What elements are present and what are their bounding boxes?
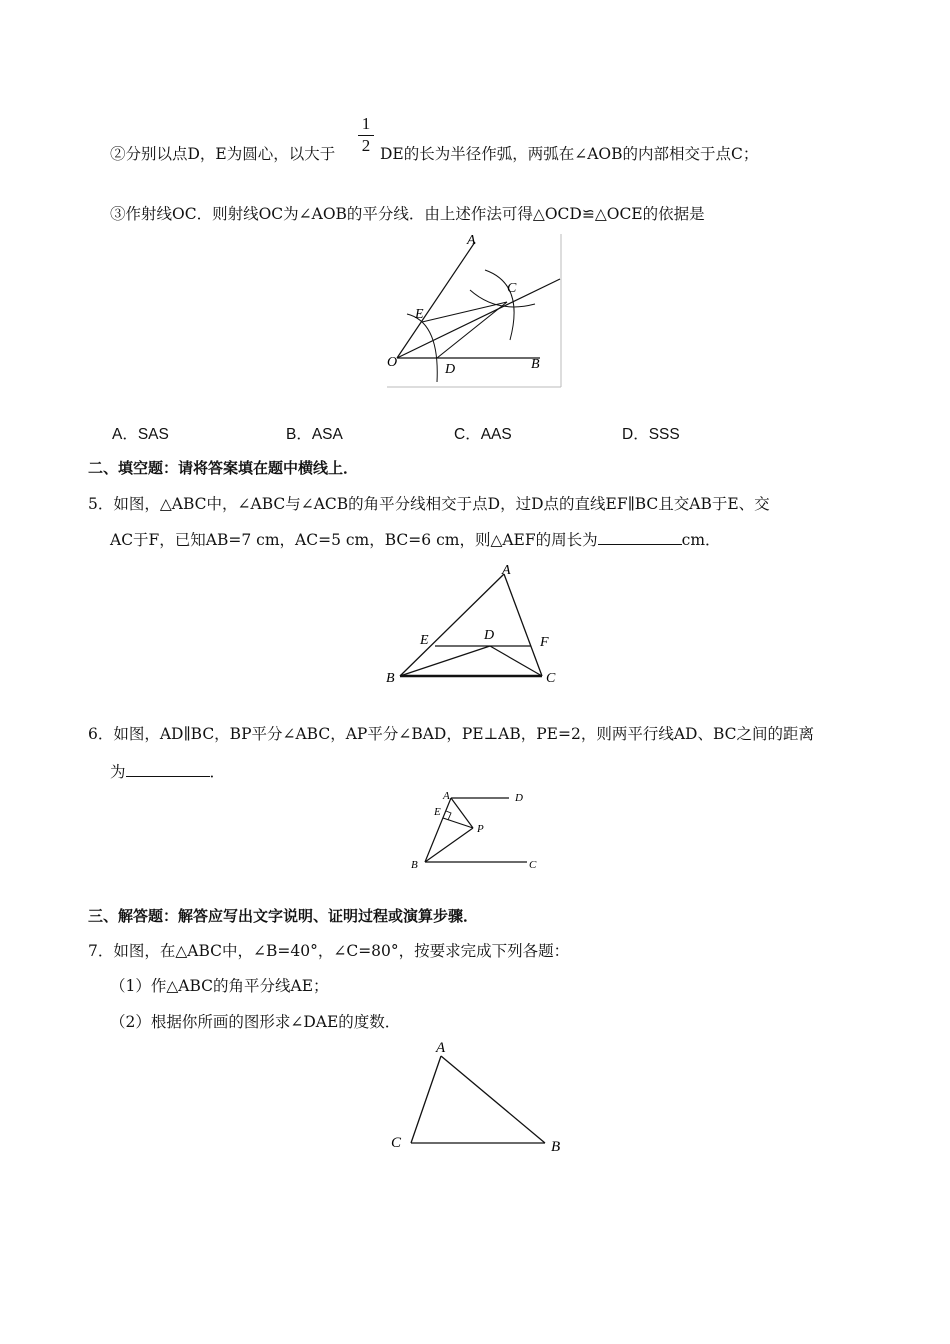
arc-DE — [407, 314, 437, 382]
label-B: B — [551, 1139, 561, 1155]
section-solution-heading: 三、解答题：解答应写出文字说明、证明过程或演算步骤． — [88, 907, 479, 925]
label-A: A — [467, 233, 476, 248]
q5-line2 — [110, 528, 721, 550]
option-d-letter: D． — [622, 426, 649, 443]
label-D: D — [515, 792, 523, 804]
q6-line1: 6．如图，AD∥BC，BP平分∠ABC，AP平分∠BAD，PE⊥AB，PE=2，则两平行线AD、BC之间的距离 — [88, 725, 814, 743]
right-angle-mark — [446, 811, 451, 820]
q5-unit: cm． — [681, 531, 721, 549]
label-E: E — [420, 633, 429, 648]
q7-line1: 7．如图，在△ABC中，∠B=40°，∠C=80°，按要求完成下列各题： — [88, 942, 570, 960]
label-D: D — [445, 362, 456, 377]
option-c-letter: C． — [454, 426, 481, 443]
option-a-text: SAS — [137, 426, 169, 443]
q6-line2-suffix: ． — [209, 763, 226, 781]
label-D: D — [484, 628, 495, 643]
q6-answer-blank[interactable] — [126, 762, 210, 777]
label-B: B — [531, 357, 540, 372]
figure-triangle-bisectors — [380, 560, 570, 690]
label-B: B — [386, 671, 395, 686]
segment-AC — [411, 1056, 441, 1143]
option-c-text: AAS — [480, 426, 512, 443]
q7-part2: （2）根据你所画的图形求∠DAE的度数． — [110, 1013, 401, 1031]
q6-line2-prefix: 为 — [110, 763, 126, 781]
fraction-numerator: 1 — [361, 114, 371, 133]
segment-AB — [400, 574, 504, 676]
label-P: P — [477, 823, 484, 835]
q6-line2 — [110, 760, 225, 782]
label-B: B — [411, 859, 418, 871]
step3-text: ③作射线OC．则射线OC为∠AOB的平分线．由上述作法可得△OCD≌△OCE的依据是 — [110, 205, 705, 223]
label-E: E — [434, 806, 441, 818]
label-A: A — [502, 563, 511, 578]
option-a[interactable] — [112, 422, 169, 444]
segment-CD — [490, 646, 542, 676]
label-C: C — [391, 1135, 402, 1151]
option-b-letter: B． — [286, 426, 312, 443]
label-A: A — [436, 1040, 446, 1056]
option-b[interactable] — [286, 422, 343, 444]
label-C: C — [507, 281, 517, 296]
ray-OA — [397, 242, 475, 358]
segment-PE — [443, 818, 473, 828]
segment-BD — [400, 646, 490, 676]
step2-text-a: ②分别以点D，E为圆心，以大于 — [110, 145, 336, 163]
figure-triangle-abc — [385, 1036, 570, 1161]
q7-part1: （1）作△ABC的角平分线AE； — [110, 977, 329, 995]
option-b-text: ASA — [311, 426, 343, 443]
fraction-1-2 — [358, 114, 374, 156]
segment-AC — [504, 574, 542, 676]
label-A: A — [443, 790, 450, 802]
option-d[interactable] — [622, 422, 680, 444]
option-a-letter: A． — [112, 426, 138, 443]
option-d-text: SSS — [648, 426, 680, 443]
q5-answer-blank[interactable] — [598, 530, 682, 545]
figure-angle-bisector — [385, 232, 565, 390]
arc-from-E — [470, 290, 535, 307]
fraction-denominator: 2 — [358, 135, 374, 156]
q5-line1: 5．如图，△ABC中，∠ABC与∠ACB的角平分线相交于点D，过D点的直线EF∥BC且交AB于E、交 — [88, 495, 770, 513]
label-E: E — [415, 307, 424, 322]
label-O: O — [387, 355, 398, 370]
figure-parallel-lines — [405, 786, 550, 874]
label-C: C — [529, 859, 537, 871]
label-C: C — [546, 671, 556, 686]
section-fill-in-heading: 二、填空题：请将答案填在题中横线上． — [88, 459, 359, 477]
step2-text-b: DE的长为半径作弧，两弧在∠AOB的内部相交于点C； — [380, 145, 759, 163]
segment-AP — [451, 798, 473, 828]
label-F: F — [540, 635, 549, 650]
q5-line2-text: AC于F，已知AB=7 cm，AC=5 cm，BC=6 cm，则△AEF的周长为 — [110, 531, 598, 549]
option-c[interactable] — [454, 422, 512, 444]
segment-AB — [441, 1056, 545, 1143]
